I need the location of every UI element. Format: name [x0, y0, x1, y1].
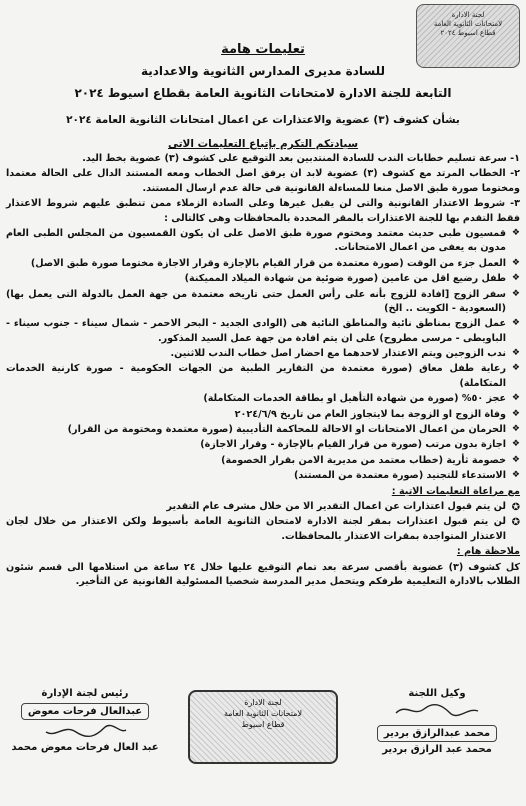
seal-line: قطاع اسيوط	[241, 719, 285, 729]
seal-line: لامتحانات الثانوية العامة	[223, 708, 303, 718]
condition-item: ❖ ندب الزوجين ويتم الاعتذار لاحدهما مع احضار اصل خطاب الندب للاثنين.	[6, 347, 520, 361]
deputy-stamp: محمد عبدالرازق بردير	[377, 725, 497, 742]
condition-item: ❖ عمل الزوج بمناطق نائية والمناطق النائية هى (الوادى الجديد - البحر الاحمر - شمال سيناء - جنوب سيناء - الباويطى - مرسى مطروح) على ان يتم افادة من جهة عمل السيد المذكور.	[6, 317, 520, 346]
president-signature	[10, 688, 160, 753]
addressee-line: للسادة مديرى المدارس الثانوية والاعدادية	[140, 64, 386, 78]
instruction-item: ٢- الخطاب المرتد مع كشوف (٣) عضوية لابد ان يرفق اصل الخطاب ومعه المستند الدال على الحالة معتمدا ومختوما صورة طبق الاصل منعا للمساءلة القانونية فى حالة عدم ارسال المستند.	[6, 168, 521, 194]
document-body	[6, 152, 520, 590]
deputy-signature	[362, 688, 512, 755]
header-seal	[416, 4, 520, 68]
instruction-item: ١- سرعة تسليم خطابات الندب للسادة المنتدبين بعد التوقيع على كشوف (٣) عضوية بخط اليد.	[82, 153, 520, 164]
consideration-item: ✪ لن يتم قبول اعتذارات عن اعمال التقدير الا من خلال مشرف عام التقدير	[6, 500, 520, 514]
instruction-item: ٣- شروط الاعتذار القانونية والتى لن يقبل غيرها وعلى السادة الزملاء ممن تنطبق عليهم شروط الاعتذار فقط التقدم بها للجنة الاعتذارات بالمقر المحددة بالمحافظات وهى كالتالى :	[6, 198, 520, 224]
condition-item: ❖ الحرمان من اعمال الامتحانات او الاحالة للمحاكمة التأديبية (صورة معتمدة ومختومة من القرار)	[6, 423, 520, 437]
condition-item: ❖ العمل جزء من الوقت (صورة معتمدة من قرار القيام بالإجازة وقرار الاجازة مختوما صورة طبق الاصل)	[6, 257, 520, 271]
condition-item: ❖ عجز ٥٠% (صورة من شهادة التأهيل او بطاقة الخدمات المتكاملة)	[6, 392, 520, 406]
considerations-title: مع مراعاة التعليمات الاتية :	[391, 485, 520, 497]
president-title: رئيس لجنة الإدارة	[41, 688, 129, 699]
president-stamp: عبدالعال فرحات معوض	[21, 703, 149, 720]
deputy-name: محمد عبد الرازق بردير	[382, 744, 492, 755]
note-title: ملاحظة هام :	[456, 546, 520, 558]
president-name: عبد العال فرحات معوض محمد	[11, 742, 159, 753]
condition-item: ❖ وفاة الزوج او الزوجة بما لايتجاوز العام من تاريخ ٢٠٢٤/٦/٩	[6, 408, 520, 422]
committee-line: التابعة للجنة الادارة لامتحانات الثانوية العامة بقطاع اسيوط ٢٠٢٤	[74, 86, 452, 100]
handwritten-signature-icon	[392, 701, 482, 719]
condition-item: ❖ طفل رضيع اقل من عامين (صورة ضوئية من شهادة الميلاد المميكنة)	[6, 272, 520, 286]
condition-item: ❖ قمسيون طبى حديث معتمد ومختوم صورة طبق الاصل على ان يكون القمسيون من المجلس الطبى العام مدون به يعفى من اعمال الامتحانات.	[6, 227, 520, 256]
seal-line: لامتحانات الثانوية العامة	[433, 20, 503, 29]
consideration-item: ✪ لن يتم قبول اعتذارات بمقر لجنة الادارة لامتحان الثانوية العامة بأسيوط ولكن الاعتذار من خلال لجان الاعتذار المتواجدة بمقرات الاعتذار بالمحافظات.	[6, 515, 520, 544]
seal-line: لجنة الادارة	[451, 11, 485, 19]
seal-line: لجنة الادارة	[244, 698, 282, 707]
kindly-line: سيادتكم التكرم بإتباع التعليمات الاتى	[167, 138, 359, 150]
seal-line: قطاع اسيوط ٢٠٢٤	[440, 29, 496, 38]
handwritten-signature-icon	[40, 722, 130, 740]
condition-item: ❖ سفر الزوج [افادة للزوج بأنه على رأس العمل حتى تاريخه معتمدة من جهة العمل بالدولة التى يعمل بها) (السعودية - الكويت .. الخ)	[6, 288, 520, 317]
signatures-block	[0, 688, 526, 798]
subject-line: بشأن كشوف (٣) عضوية والاعتذارات عن اعمال امتحانات الثانوية العامة ٢٠٢٤	[66, 114, 460, 126]
condition-item: ❖ خصومة ثأرية (خطاب معتمد من مديرية الامن بقرار الخصومة)	[6, 454, 520, 468]
document-title: تعليمات هامة	[221, 42, 305, 57]
condition-item: ❖ رعاية طفل معاق (صورة معتمدة من التقارير الطبية من الجهات الحكومية - صورة كارنية الخدمات المتكاملة)	[6, 362, 520, 391]
deputy-title: وكيل اللجنة	[408, 688, 466, 699]
note-text: كل كشوف (٣) عضوية بأقصى سرعة بعد تمام التوقيع عليها خلال ٢٤ ساعة من استلامها الى قسم شئون الطلاب بالادارة التعليمية طرفكم ويتحمل مدير المدرسة شخصيا المسئولية القانونية عن التأخير.	[6, 561, 521, 587]
condition-item: ❖ الاستدعاء للتجنيد (صورة معتمدة من المستند)	[6, 469, 520, 483]
committee-seal	[188, 690, 338, 764]
condition-item: ❖ اجازة بدون مرتب (صورة من قرار القيام بالإجازة - وقرار الاجازة)	[6, 438, 520, 452]
